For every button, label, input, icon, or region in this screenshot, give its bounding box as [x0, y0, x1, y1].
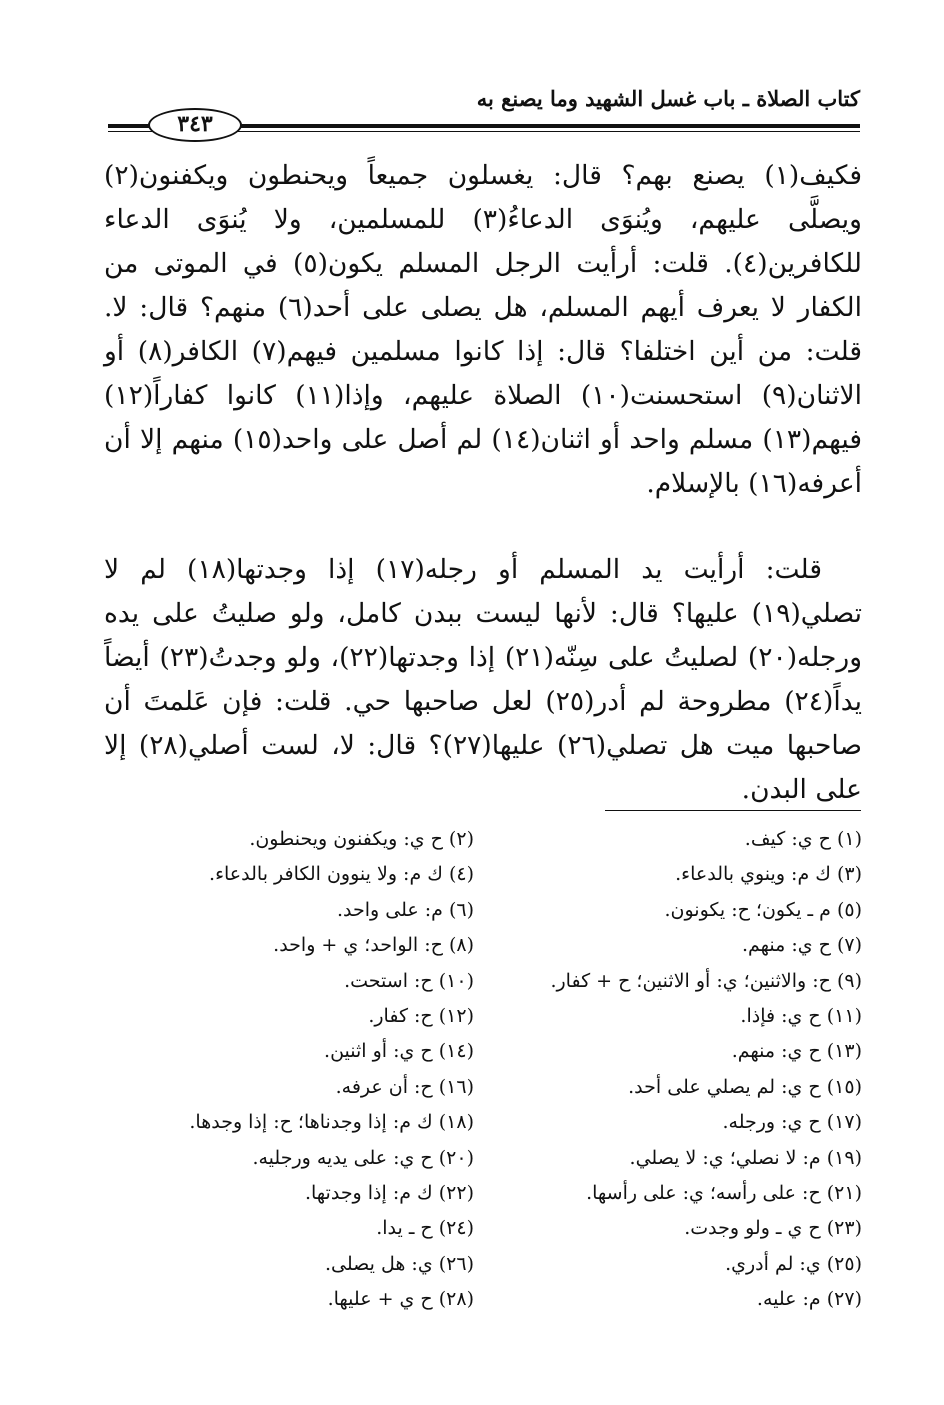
footnote: (٢٧) م: عليه. [756, 1288, 862, 1311]
footnote: (١٥) ح ي: لم يصلي على أحد. [628, 1075, 862, 1098]
running-title: كتاب الصلاة ـ باب غسل الشهيد وما يصنع به [476, 86, 860, 111]
footnote: (٢٦) ي: هل يصلى. [325, 1252, 474, 1275]
footnotes-left-column [104, 822, 474, 1317]
footnote: (٢٤) ح ـ يدا. [376, 1217, 474, 1240]
footnote: (٢٥) ي: لم أدري. [725, 1252, 862, 1275]
page-number-badge: ٣٤٣ [148, 108, 242, 142]
footnote: (٢٢) ك م: إذا وجدتها. [304, 1181, 474, 1204]
footnote: (٦) م: على واحد. [336, 898, 474, 921]
footnote: (٣) ك م: وينوي بالدعاء. [675, 863, 862, 886]
footnote: (٧) ح ي: منهم. [741, 934, 862, 957]
footnote: (٢٨) ح ي + عليها. [327, 1288, 474, 1311]
footnote: (٢٣) ح ي ـ ولو وجدت. [684, 1217, 862, 1240]
footnote-divider [605, 810, 861, 811]
page-header [108, 82, 860, 144]
footnote: (٢١) ح: على رأسه؛ ي: على رأسها. [586, 1181, 862, 1204]
footnote: (١٠) ح: استحت. [344, 969, 474, 992]
footnote: (٢٠) ح ي: على يديه ورجليه. [252, 1146, 474, 1169]
footnote: (١٤) ح ي: أو اثنين. [324, 1040, 474, 1063]
footnote: (٨) ح: الواحد؛ ي + واحد. [273, 934, 474, 957]
footnote: (١) ح ي: كيف. [744, 828, 862, 850]
footnote: (٢) ح ي: ويكفنون ويحنطون. [249, 828, 474, 850]
paragraph-1: فكيف(١) يصنع بهم؟ قال: يغسلون جميعاً ويحنطون ويكفنون(٢) ويصلَّى عليهم، ويُنوَى الدعاءُ(٣) للمسلمين، ولا يُنوَى الدعاء للكافرين(٤). قلت: أرأيت الرجل المسلم يكون(٥) في الموتى من الكفار لا يعرف أيهم المسلم، هل يصلى على أحد(٦) منهم؟ قال: لا. قلت: من أين اختلفا؟ قال: إذا كانوا مسلمين فيهم(٧) الكافر(٨) أو الاثنان(٩) استحسنت(١٠) الصلاة عليهم، وإذا(١١) كانوا كفاراً(١٢) فيهم(١٣) مسلم واحد أو اثنان(١٤) لم أصل على واحد(١٥) منهم إلا أن أعرفه(١٦) بالإسلام. [104, 160, 863, 499]
paragraph-2: قلت: أرأيت يد المسلم أو رجله(١٧) إذا وجدتها(١٨) لم لا تصلي(١٩) عليها؟ قال: لأنها ليست ببدن كامل، ولو صليتُ على يده ورجله(٢٠) لصليتُ على سِنّه(٢١) إذا وجدتها(٢٢)، ولو وجدتُ(٢٣) أيضاً يداً(٢٤) مطروحة لم أدر(٢٥) لعل صاحبها حي. قلت: فإن عَلمتَ أن صاحبها ميت هل تصلي(٢٦) عليها(٢٧)؟ قال: لا، لست أصلي(٢٨) إلا على البدن. [104, 554, 863, 805]
footnote: (١٧) ح ي: ورجله. [722, 1111, 862, 1134]
footnote: (١٣) ح ي: منهم. [731, 1040, 862, 1063]
footnote: (١٦) ح: أن عرفه. [335, 1075, 474, 1098]
footnote: (٤) ك م: ولا ينوون الكافر بالدعاء. [209, 863, 474, 886]
footnote: (٥) م ـ يكون؛ ح: يكونون. [664, 898, 862, 921]
main-text [104, 154, 862, 812]
footnote: (١٢) ح: كفار. [368, 1004, 474, 1027]
footnote: (١٨) ك م: إذا وجدناها؛ ح: إذا وجدها. [189, 1111, 474, 1134]
footnotes-right-column [492, 822, 862, 1317]
footnote: (٩) ح: والاثنين؛ ي: أو الاثنين؛ ح + كفار. [550, 969, 862, 992]
footnote: (١١) ح ي: فإذا. [740, 1004, 862, 1027]
footnote: (١٩) م: لا نصلي؛ ي: لا يصلي. [629, 1146, 862, 1169]
